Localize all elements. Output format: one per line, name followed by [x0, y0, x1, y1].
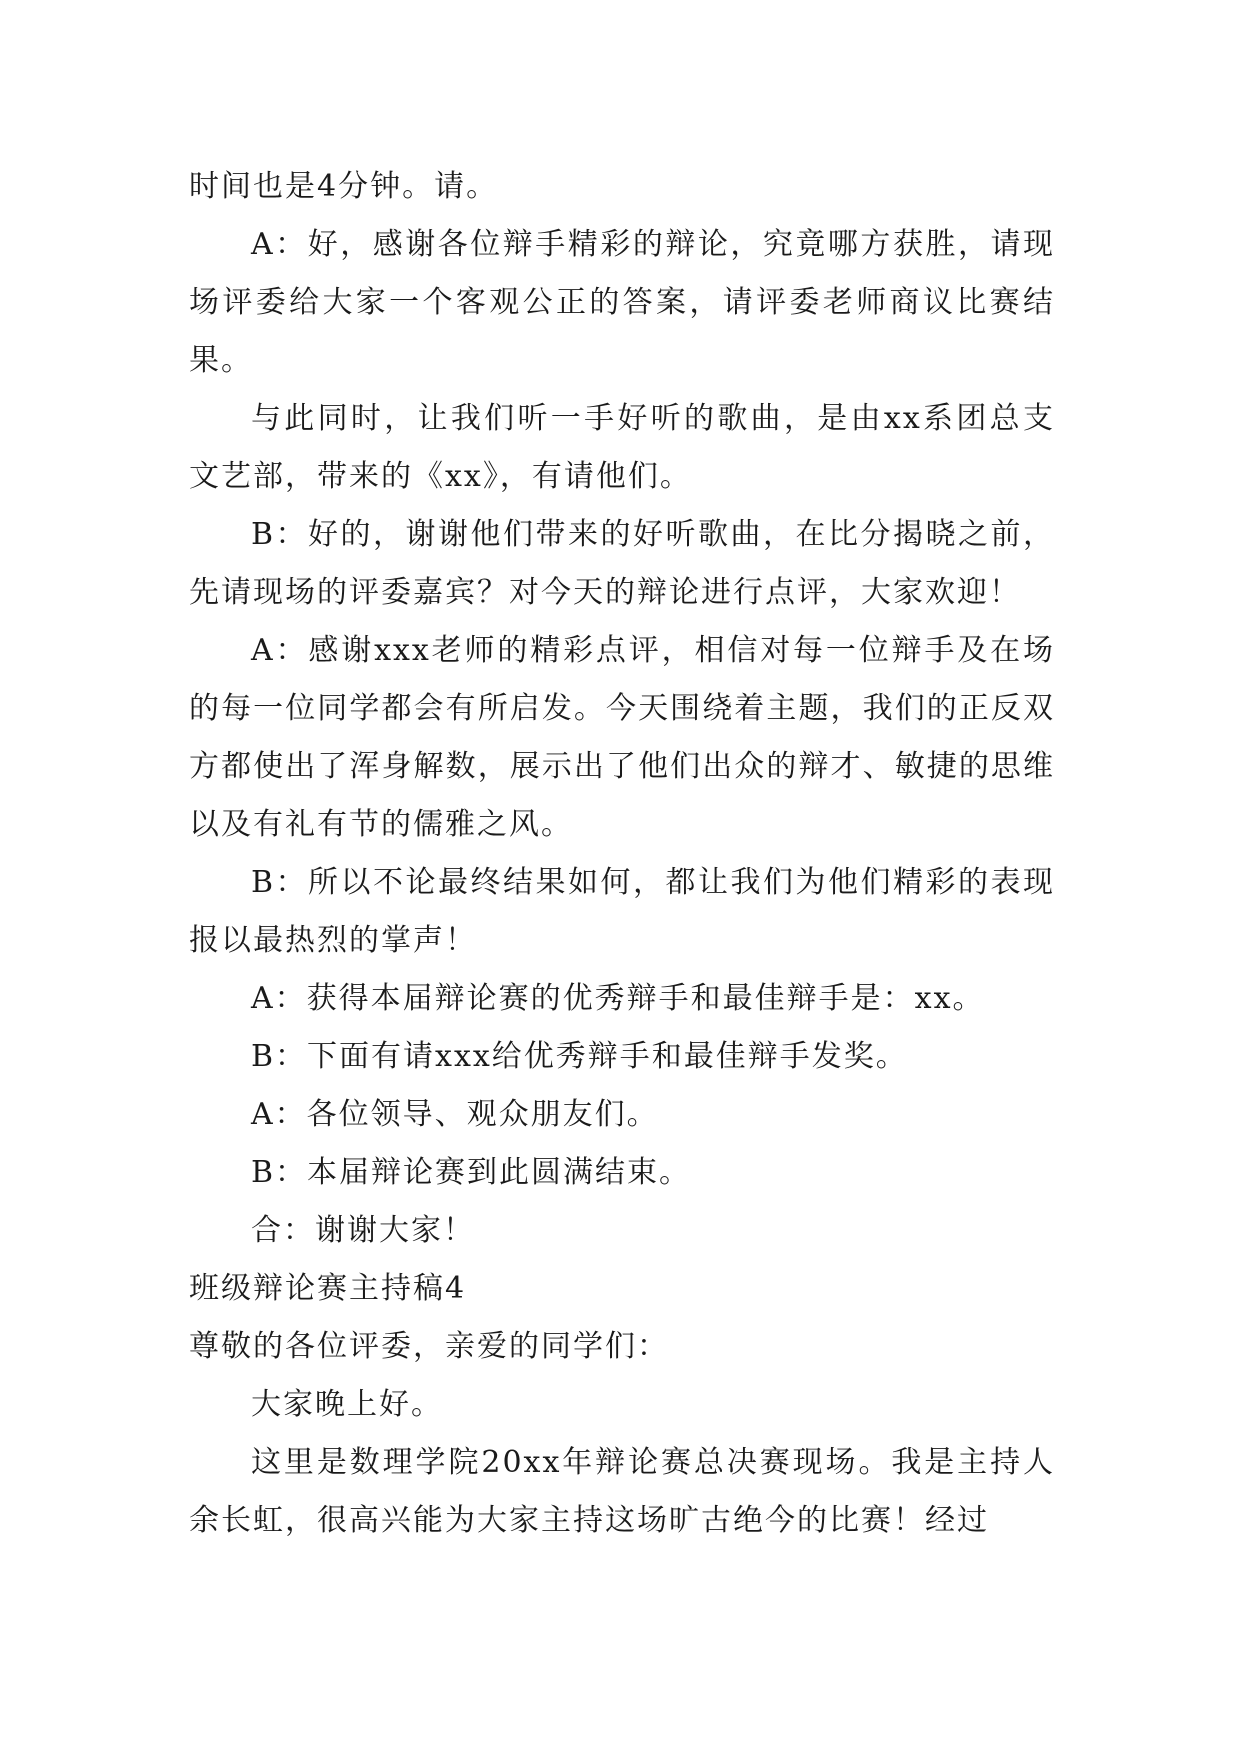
paragraph-8: B：下面有请xxx给优秀辩手和最佳辩手发奖。 [251, 1039, 908, 1074]
document-body [189, 158, 1055, 1550]
paragraph-5: A：感谢xxx老师的精彩点评，相信对每一位辩手及在场的每一位同学都会有所启发。今天围绕着主题，我们的正反双方都使出了浑身解数，展示出了他们出众的辩才、敏捷的思维以及有礼有节的儒雅之风。 [189, 633, 1055, 842]
paragraph-11: 合：谢谢大家！ [251, 1213, 475, 1248]
paragraph-14: 大家晚上好。 [251, 1387, 443, 1422]
section-heading: 班级辩论赛主持稿4 [189, 1271, 467, 1306]
salutation: 尊敬的各位评委，亲爱的同学们： [189, 1329, 669, 1364]
paragraph-4: B：好的，谢谢他们带来的好听歌曲，在比分揭晓之前，先请现场的评委嘉宾？对今天的辩论进行点评，大家欢迎！ [189, 517, 1055, 610]
paragraph-2: A：好，感谢各位辩手精彩的辩论，究竟哪方获胜，请现场评委给大家一个客观公正的答案，请评委老师商议比赛结果。 [189, 227, 1055, 378]
paragraph-15: 这里是数理学院20xx年辩论赛总决赛现场。我是主持人余长虹，很高兴能为大家主持这场旷古绝今的比赛！经过 [189, 1445, 1055, 1538]
paragraph-9: A：各位领导、观众朋友们。 [251, 1097, 659, 1132]
paragraph-6: B：所以不论最终结果如何，都让我们为他们精彩的表现报以最热烈的掌声！ [189, 865, 1055, 958]
paragraph-10: B：本届辩论赛到此圆满结束。 [251, 1155, 692, 1190]
paragraph-7: A：获得本届辩论赛的优秀辩手和最佳辩手是：xx。 [251, 981, 985, 1016]
paragraph-3: 与此同时，让我们听一手好听的歌曲，是由xx系团总支文艺部，带来的《xx》，有请他们。 [189, 401, 1055, 494]
paragraph-1: 时间也是4分钟。请。 [189, 169, 499, 204]
